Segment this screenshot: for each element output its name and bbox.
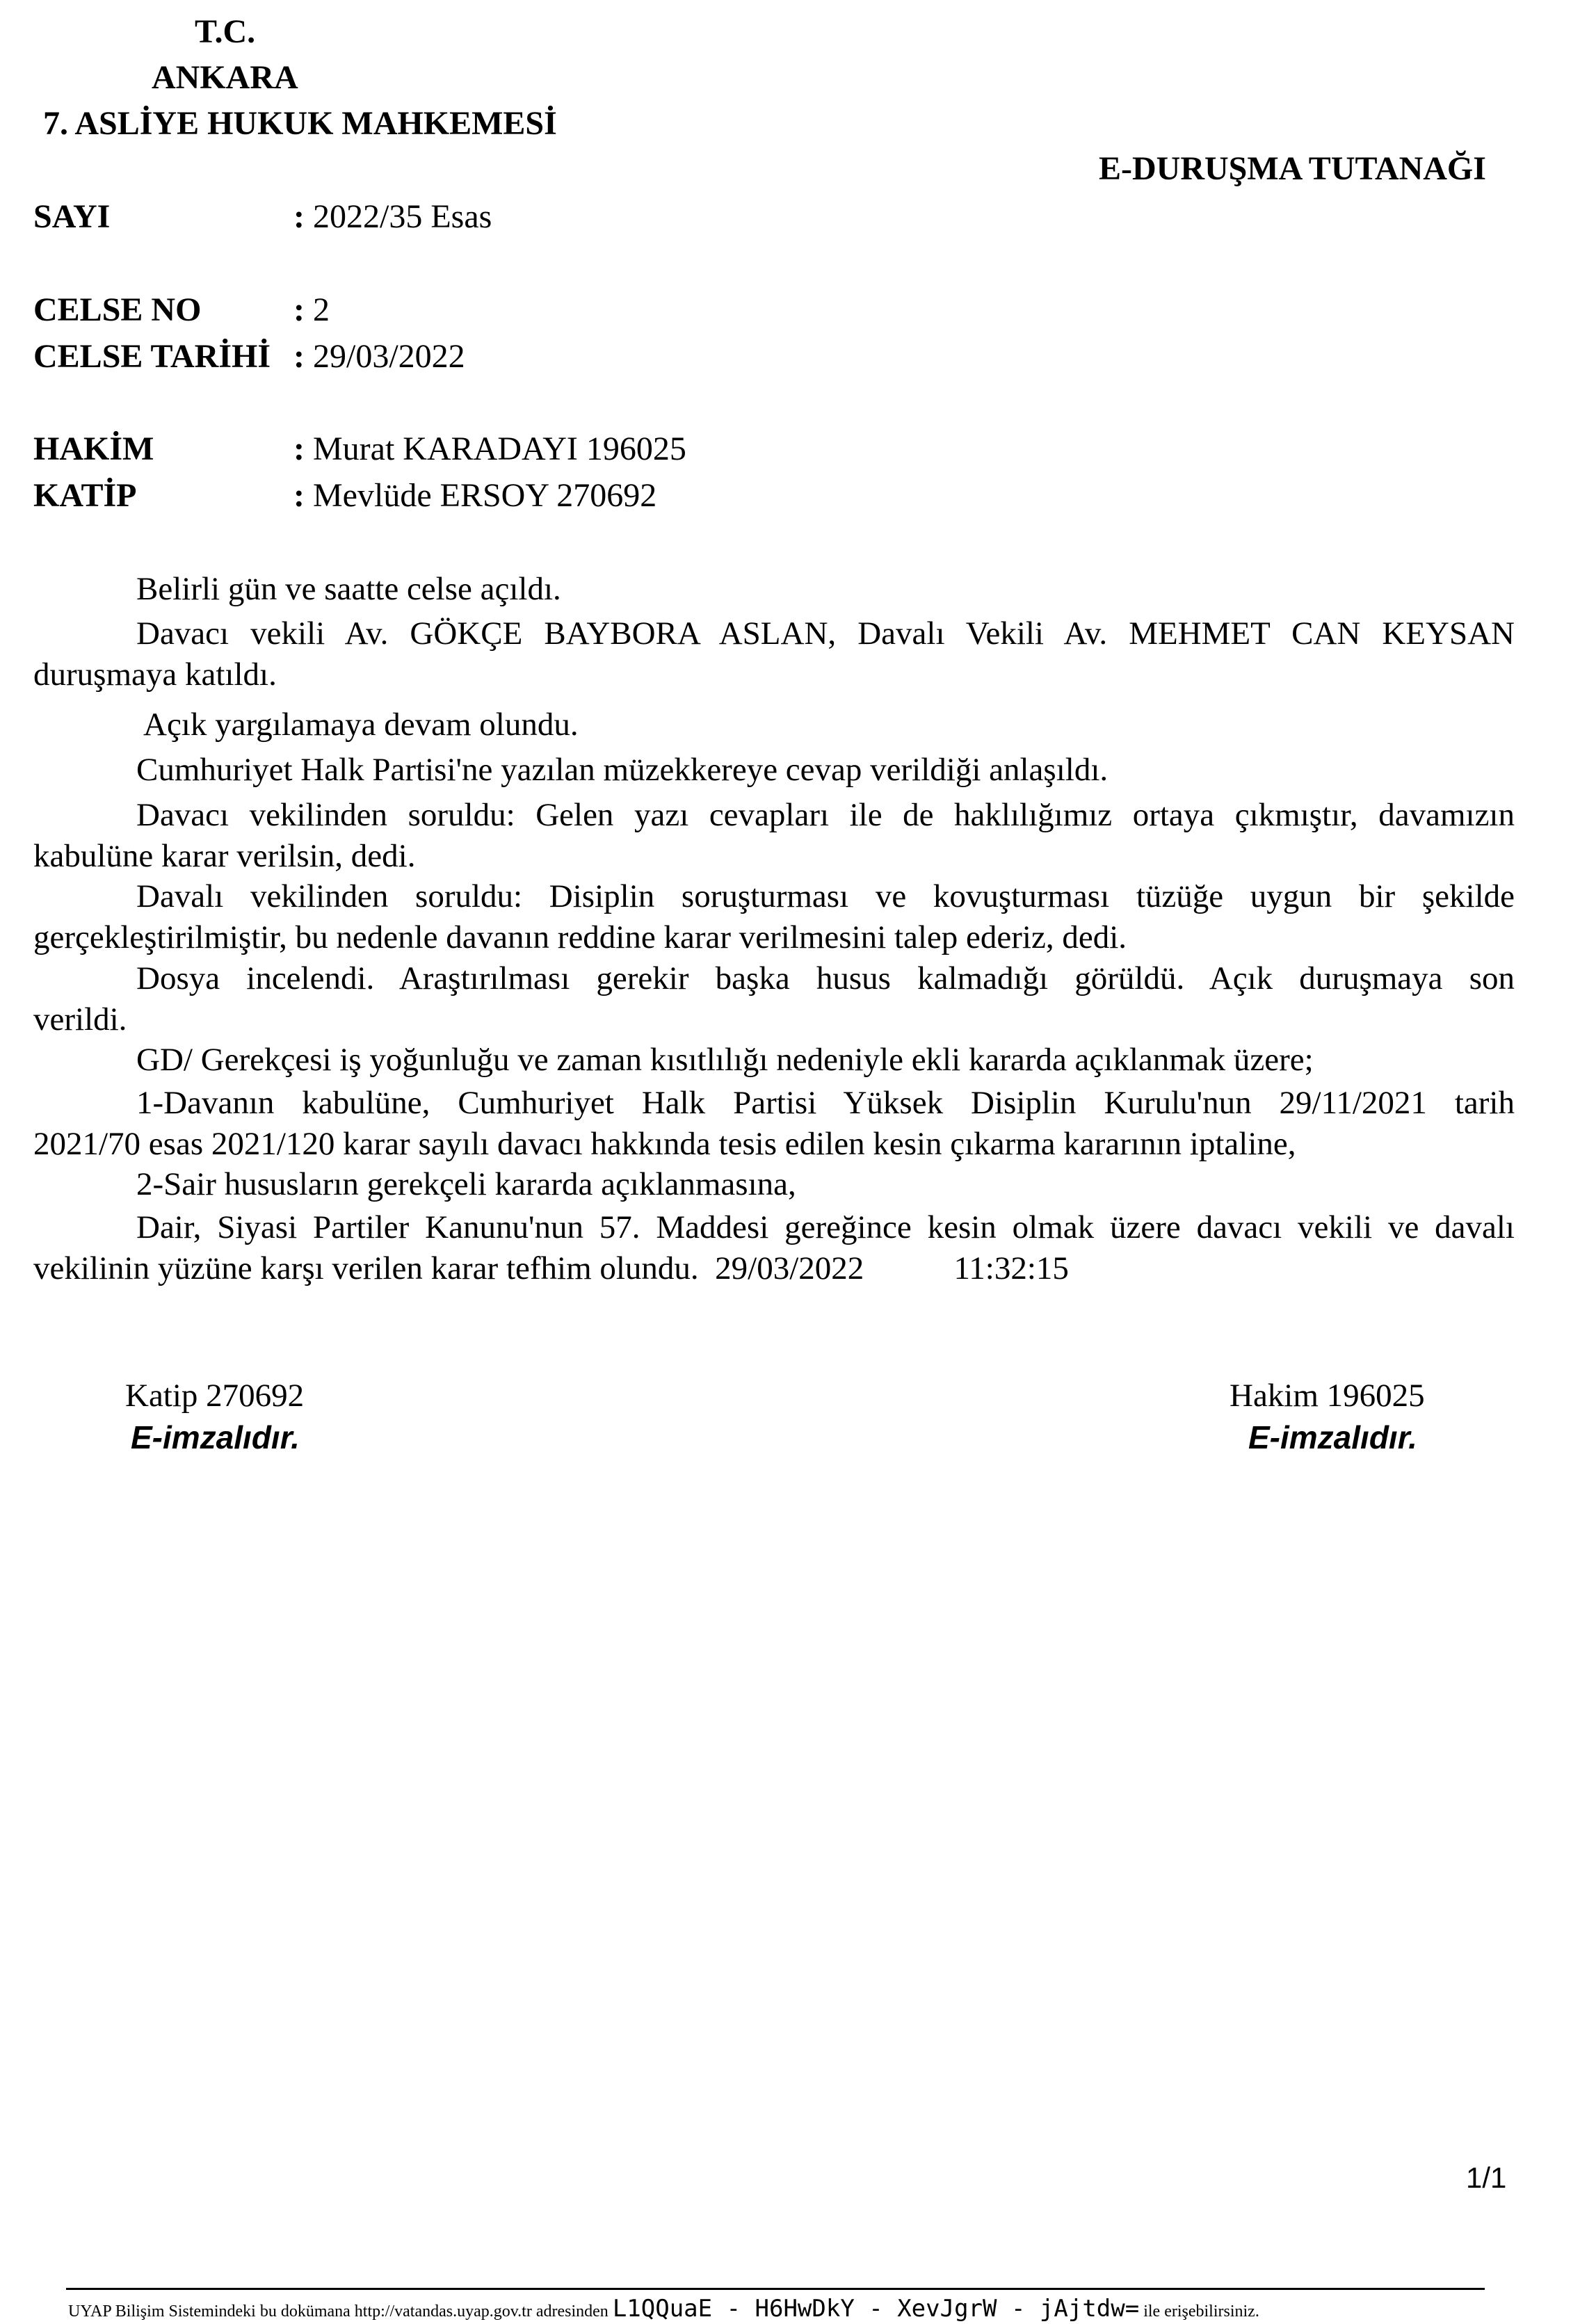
paragraph-line: 2021/70 esas 2021/120 karar sayılı davacı hakkında tesis edilen kesin çıkarma kararının iptaline,: [33, 1126, 1296, 1162]
katip-colon: :: [293, 477, 305, 514]
hakim-label: HAKİM: [33, 430, 154, 467]
celse-tarihi-value: 29/03/2022: [313, 338, 465, 375]
paragraph-file-examined: [33, 958, 1515, 1040]
paragraph-line: vekilinin yüzüne karşı verilen karar tefhim olundu. 29/03/2022 11:32:15: [33, 1250, 1069, 1286]
footer-divider: [66, 2288, 1485, 2290]
hakim-signature-name: Hakim 196025: [1230, 1378, 1425, 1414]
paragraph-line: Davalı vekilinden soruldu: Disiplin soruşturması ve kovuşturması tüzüğe uygun bir şekilde: [136, 878, 1515, 914]
sayi-value: 2022/35 Esas: [313, 198, 492, 235]
hakim-colon: :: [293, 430, 305, 467]
paragraph-line: Davacı vekilinden soruldu: Gelen yazı cevapları ile de haklılığımız ortaya çıkmıştır, davamızın: [136, 797, 1515, 833]
footer-verification: [68, 2295, 1259, 2323]
paragraph-trial-continued: Açık yargılamaya devam olundu.: [143, 707, 579, 743]
katip-value: Mevlüde ERSOY 270692: [313, 477, 657, 514]
paragraph-reply-received: Cumhuriyet Halk Partisi'ne yazılan müzekkereye cevap verildiği anlaşıldı.: [136, 752, 1109, 788]
page-number: 1/1: [1466, 2161, 1507, 2194]
paragraph-attendance: [33, 613, 1515, 695]
paragraph-line: 1-Davanın kabulüne, Cumhuriyet Halk Partisi Yüksek Disiplin Kurulu'nun 29/11/2021 tarih: [136, 1085, 1515, 1121]
paragraph-line: verildi.: [33, 1001, 127, 1038]
celse-tarihi-label: CELSE TARİHİ: [33, 338, 271, 375]
paragraph-plaintiff-statement: [33, 795, 1515, 877]
paragraph-line: duruşmaya katıldı.: [33, 656, 277, 693]
celse-tarihi-colon: :: [293, 338, 305, 375]
paragraph-line: Davacı vekili Av. GÖKÇE BAYBORA ASLAN, Davalı Vekili Av. MEHMET CAN KEYSAN: [136, 615, 1515, 652]
document-title: E-DURUŞMA TUTANAĞI: [1099, 150, 1486, 187]
paragraph-celse-opened: Belirli gün ve saatte celse açıldı.: [136, 571, 561, 607]
hakim-value: Murat KARADAYI 196025: [313, 430, 686, 467]
katip-esignature: E-imzalıdır.: [131, 1419, 300, 1455]
header-city: ANKARA: [152, 59, 298, 96]
paragraph-verdict-2: 2-Sair hususların gerekçeli kararda açıklanmasına,: [136, 1166, 796, 1202]
sayi-colon: :: [293, 198, 305, 235]
verification-code: L1QQuaE - H6HwDkY - XevJgrW - jAjtdw=: [612, 2295, 1140, 2323]
sayi-label: SAYI: [33, 198, 111, 235]
paragraph-line: kabulüne karar verilsin, dedi.: [33, 838, 416, 874]
header-court: 7. ASLİYE HUKUK MAHKEMESİ: [43, 105, 557, 142]
celse-no-value: 2: [313, 291, 330, 328]
footer-suffix: ile erişebilirsiniz.: [1143, 2302, 1259, 2321]
katip-label: KATİP: [33, 477, 137, 514]
paragraph-verdict-1: [33, 1083, 1515, 1165]
header-tc: T.C.: [195, 13, 256, 50]
paragraph-conclusion: [33, 1207, 1515, 1289]
paragraph-gd: GD/ Gerekçesi iş yoğunluğu ve zaman kısıtlılığı nedeniyle ekli kararda açıklanmak üzere;: [136, 1042, 1314, 1078]
paragraph-defendant-statement: [33, 876, 1515, 958]
paragraph-line: gerçekleştirilmiştir, bu nedenle davanın reddine karar verilmesini talep ederiz, dedi.: [33, 919, 1127, 955]
celse-no-label: CELSE NO: [33, 291, 202, 328]
hakim-esignature: E-imzalıdır.: [1248, 1419, 1417, 1455]
paragraph-line: Dair, Siyasi Partiler Kanunu'nun 57. Maddesi gereğince kesin olmak üzere davacı vekili ve davalı: [136, 1209, 1515, 1245]
footer-prefix: UYAP Bilişim Sistemindeki bu dokümana http://vatandas.uyap.gov.tr adresinden: [68, 2302, 608, 2321]
katip-signature-name: Katip 270692: [125, 1378, 305, 1414]
celse-no-colon: :: [293, 291, 305, 328]
paragraph-line: Dosya incelendi. Araştırılması gerekir başka husus kalmadığı görüldü. Açık duruşmaya son: [136, 960, 1515, 996]
